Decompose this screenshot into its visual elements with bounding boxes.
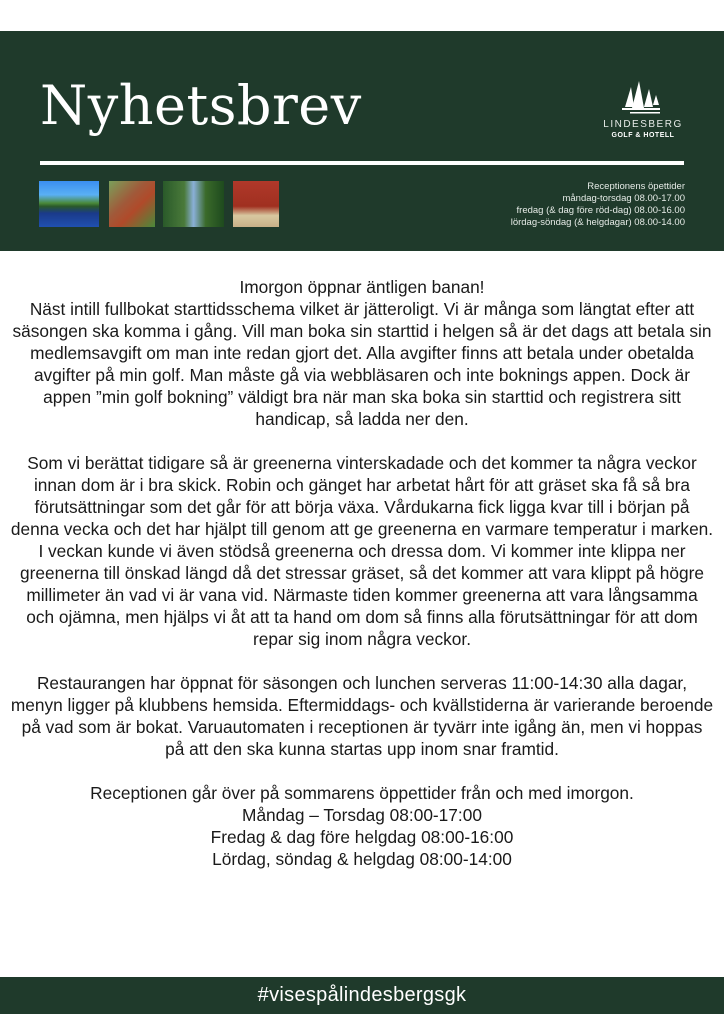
golf-course-path-photo xyxy=(163,181,224,227)
newsletter-body xyxy=(10,276,714,892)
paragraph-reception-hours: Receptionen går över på sommarens öppettider från och med imorgon. Måndag – Torsdag 08:00-17:00 Fredag & dag före helgdag 08:00-16:00 Lördag, söndag & helgdag 08:00-14:00 xyxy=(90,783,634,869)
club-logo xyxy=(598,81,688,139)
logo-subtitle: GOLF & HOTELL xyxy=(611,132,675,139)
opening-hours-line: måndag-torsdag 08.00-17.00 xyxy=(562,193,685,204)
paragraph-greens: Som vi berättat tidigare så är greenerna vinterskadade och det kommer ta några veckor innan dom är i bra skick. Robin och gänget har arbetat hårt för att gräset ska få så bra förutsättningar som det går för att börja växa. Vårdukarna fick ligga kvar till i början på denna vecka och det har hjälpt till genom att ge greenerna en varmare temperatur i marken. I veckan kunde vi även stödså greenerna och dressa dom. Vi kommer inte klippa ner greenerna till önskad längd då det stressar gräset, så det kommer att vara klippt på högre millimeter än vad vi är vana vid. Närmaste tiden kommer greenerna att vara långsamma och ojämna, men hjälps vi åt att ta hand om dom så finns alla förutsättningar för att dom repar sig inom några veckor. xyxy=(10,453,714,649)
trees-sailboats-logo-icon xyxy=(620,81,666,115)
footer-bar xyxy=(0,977,724,1014)
header-divider xyxy=(40,161,684,165)
red-wall-door-photo xyxy=(233,181,279,227)
paragraph-course-opening: Imorgon öppnar äntligen banan! Näst intill fullbokat starttidsschema vilket är jätteroligt. Vi är många som längtat efter att säsongen ska komma i gång. Vill man boka sin starttid i helgen så är det dags att betala sin medlemsavgift om man inte redan gjort det. Alla avgifter finns att betala under obetalda avgifter på min golf. Man måste gå via webbläsaren och inte boknings appen. Dock är appen ”min golf bokning” väldigt bra när man ska boka sin starttid och registrera sitt handicap, så ladda ner den. xyxy=(12,277,712,429)
lake-photo xyxy=(39,181,99,227)
logo-name: LINDESBERG xyxy=(603,119,683,130)
opening-hours-line: lördag-söndag (& helgdagar) 08.00-14.00 xyxy=(510,217,685,228)
red-building-photo xyxy=(109,181,155,227)
paragraph-restaurant: Restaurangen har öppnat för säsongen och lunchen serveras 11:00-14:30 alla dagar, menyn ligger på klubbens hemsida. Eftermiddags- och kvällstiderna är varierande beroende på vad som är bokat. Varuautomaten i receptionen är tyvärr inte igång än, men vi hoppas på att den ska kunna startas upp inom snar framtid. xyxy=(10,673,714,759)
opening-hours-line: fredag (& dag före röd-dag) 08.00-16.00 xyxy=(516,205,685,216)
newsletter-header xyxy=(0,31,724,251)
footer-hashtag: #visespålindesbergsgk xyxy=(257,984,467,1006)
reception-opening-hours xyxy=(511,181,685,229)
opening-hours-heading: Receptionens öpettider xyxy=(587,181,685,192)
newsletter-title: Nyhetsbrev xyxy=(40,74,362,137)
